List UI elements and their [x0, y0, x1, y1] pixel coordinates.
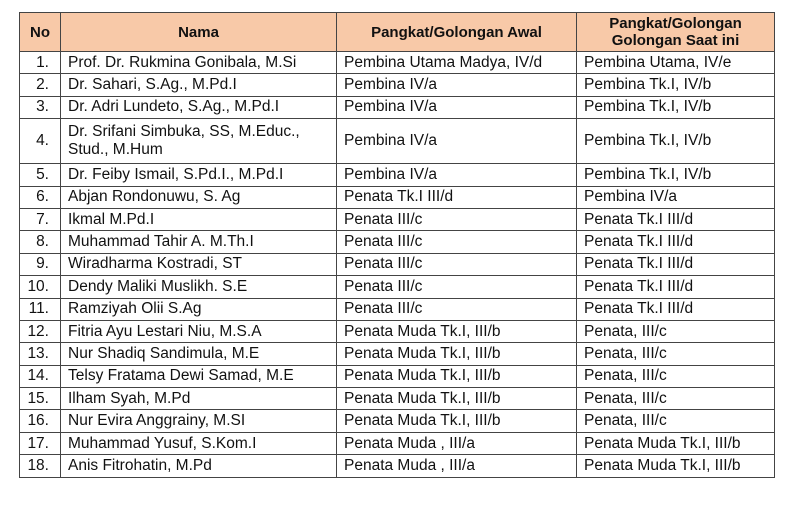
- cell-pangkat-awal: Penata Muda , III/a: [337, 455, 577, 477]
- cell-pangkat-saat-ini: Penata, III/c: [577, 388, 775, 410]
- table-row: [20, 320, 775, 342]
- cell-no: 5.: [20, 164, 61, 186]
- cell-no: 10.: [20, 276, 61, 298]
- cell-nama: Dr. Adri Lundeto, S.Ag., M.Pd.I: [61, 96, 337, 118]
- header-no: No: [20, 13, 61, 52]
- cell-pangkat-awal: Penata III/c: [337, 298, 577, 320]
- cell-nama: Anis Fitrohatin, M.Pd: [61, 455, 337, 477]
- cell-nama: Nur Evira Anggrainy, M.SI: [61, 410, 337, 432]
- cell-pangkat-awal: Pembina IV/a: [337, 119, 577, 164]
- cell-no: 8.: [20, 231, 61, 253]
- cell-pangkat-awal: Penata Muda Tk.I, III/b: [337, 320, 577, 342]
- table-body: [20, 52, 775, 478]
- table-row: [20, 253, 775, 275]
- cell-no: 9.: [20, 253, 61, 275]
- cell-no: 4.: [20, 119, 61, 164]
- table-row: [20, 276, 775, 298]
- cell-pangkat-saat-ini: Penata Muda Tk.I, III/b: [577, 432, 775, 454]
- cell-nama-line1: Dr. Srifani Simbuka, SS, M.Educ.,: [68, 123, 300, 141]
- cell-no: 3.: [20, 96, 61, 118]
- cell-no: 12.: [20, 320, 61, 342]
- table-row: [20, 455, 775, 477]
- cell-pangkat-saat-ini: Pembina Tk.I, IV/b: [577, 164, 775, 186]
- cell-pangkat-saat-ini: Pembina Utama, IV/e: [577, 52, 775, 74]
- table-row: [20, 410, 775, 432]
- cell-nama: Dr. Sahari, S.Ag., M.Pd.I: [61, 74, 337, 96]
- header-row: [20, 13, 775, 52]
- cell-nama: Ramziyah Olii S.Ag: [61, 298, 337, 320]
- table-row: [20, 74, 775, 96]
- cell-pangkat-saat-ini: Penata, III/c: [577, 320, 775, 342]
- cell-no: 1.: [20, 52, 61, 74]
- cell-nama: Dr. Feiby Ismail, S.Pd.I., M.Pd.I: [61, 164, 337, 186]
- cell-nama-line2: Stud., M.Hum: [68, 141, 163, 159]
- cell-pangkat-saat-ini: Pembina Tk.I, IV/b: [577, 74, 775, 96]
- header-nama: Nama: [61, 13, 337, 52]
- cell-pangkat-saat-ini: Penata, III/c: [577, 365, 775, 387]
- cell-pangkat-saat-ini: Penata Tk.I III/d: [577, 231, 775, 253]
- rank-table-container: [19, 12, 774, 478]
- table-header: [20, 13, 775, 52]
- cell-pangkat-awal: Penata Muda , III/a: [337, 432, 577, 454]
- table-row: [20, 164, 775, 186]
- cell-pangkat-awal: Penata Muda Tk.I, III/b: [337, 365, 577, 387]
- cell-nama: Prof. Dr. Rukmina Gonibala, M.Si: [61, 52, 337, 74]
- cell-pangkat-awal: Pembina Utama Madya, IV/d: [337, 52, 577, 74]
- table-row: [20, 208, 775, 230]
- cell-nama: Fitria Ayu Lestari Niu, M.S.A: [61, 320, 337, 342]
- cell-pangkat-awal: Penata III/c: [337, 231, 577, 253]
- table-row: [20, 432, 775, 454]
- cell-pangkat-saat-ini: Penata Muda Tk.I, III/b: [577, 455, 775, 477]
- header-pangkat-saat-ini-line2: Golongan Saat ini: [611, 32, 740, 49]
- cell-pangkat-awal: Penata III/c: [337, 276, 577, 298]
- cell-pangkat-saat-ini: Penata Tk.I III/d: [577, 276, 775, 298]
- cell-nama: [61, 119, 337, 164]
- cell-nama: Ikmal M.Pd.I: [61, 208, 337, 230]
- cell-no: 15.: [20, 388, 61, 410]
- header-pangkat-awal: Pangkat/Golongan Awal: [337, 13, 577, 52]
- cell-pangkat-awal: Pembina IV/a: [337, 164, 577, 186]
- cell-pangkat-saat-ini: Penata Tk.I III/d: [577, 253, 775, 275]
- cell-pangkat-awal: Penata Tk.I III/d: [337, 186, 577, 208]
- cell-pangkat-awal: Penata III/c: [337, 253, 577, 275]
- cell-nama: Telsy Fratama Dewi Samad, M.E: [61, 365, 337, 387]
- cell-nama: Dendy Maliki Muslikh. S.E: [61, 276, 337, 298]
- table-row: [20, 388, 775, 410]
- table-row: [20, 231, 775, 253]
- cell-nama: Wiradharma Kostradi, ST: [61, 253, 337, 275]
- table-row: [20, 52, 775, 74]
- rank-table: [19, 12, 775, 478]
- cell-pangkat-saat-ini: Pembina IV/a: [577, 186, 775, 208]
- cell-nama: Ilham Syah, M.Pd: [61, 388, 337, 410]
- table-row: [20, 119, 775, 164]
- cell-nama: Abjan Rondonuwu, S. Ag: [61, 186, 337, 208]
- cell-pangkat-saat-ini: Pembina Tk.I, IV/b: [577, 119, 775, 164]
- cell-pangkat-awal: Pembina IV/a: [337, 96, 577, 118]
- cell-no: 13.: [20, 343, 61, 365]
- cell-pangkat-awal: Penata Muda Tk.I, III/b: [337, 410, 577, 432]
- header-pangkat-saat-ini: [577, 13, 775, 52]
- cell-nama: Muhammad Tahir A. M.Th.I: [61, 231, 337, 253]
- table-row: [20, 343, 775, 365]
- cell-no: 17.: [20, 432, 61, 454]
- cell-no: 7.: [20, 208, 61, 230]
- cell-pangkat-awal: Pembina IV/a: [337, 74, 577, 96]
- cell-no: 11.: [20, 298, 61, 320]
- cell-pangkat-saat-ini: Pembina Tk.I, IV/b: [577, 96, 775, 118]
- cell-pangkat-saat-ini: Penata Tk.I III/d: [577, 208, 775, 230]
- cell-pangkat-awal: Penata III/c: [337, 208, 577, 230]
- cell-pangkat-saat-ini: Penata, III/c: [577, 343, 775, 365]
- table-row: [20, 298, 775, 320]
- cell-no: 16.: [20, 410, 61, 432]
- table-row: [20, 96, 775, 118]
- table-row: [20, 186, 775, 208]
- cell-nama: Muhammad Yusuf, S.Kom.I: [61, 432, 337, 454]
- cell-pangkat-saat-ini: Penata, III/c: [577, 410, 775, 432]
- cell-no: 2.: [20, 74, 61, 96]
- cell-no: 14.: [20, 365, 61, 387]
- cell-pangkat-awal: Penata Muda Tk.I, III/b: [337, 343, 577, 365]
- header-pangkat-saat-ini-line1: Pangkat/Golongan: [609, 15, 742, 32]
- cell-no: 6.: [20, 186, 61, 208]
- cell-nama: Nur Shadiq Sandimula, M.E: [61, 343, 337, 365]
- cell-pangkat-awal: Penata Muda Tk.I, III/b: [337, 388, 577, 410]
- cell-no: 18.: [20, 455, 61, 477]
- cell-pangkat-saat-ini: Penata Tk.I III/d: [577, 298, 775, 320]
- table-row: [20, 365, 775, 387]
